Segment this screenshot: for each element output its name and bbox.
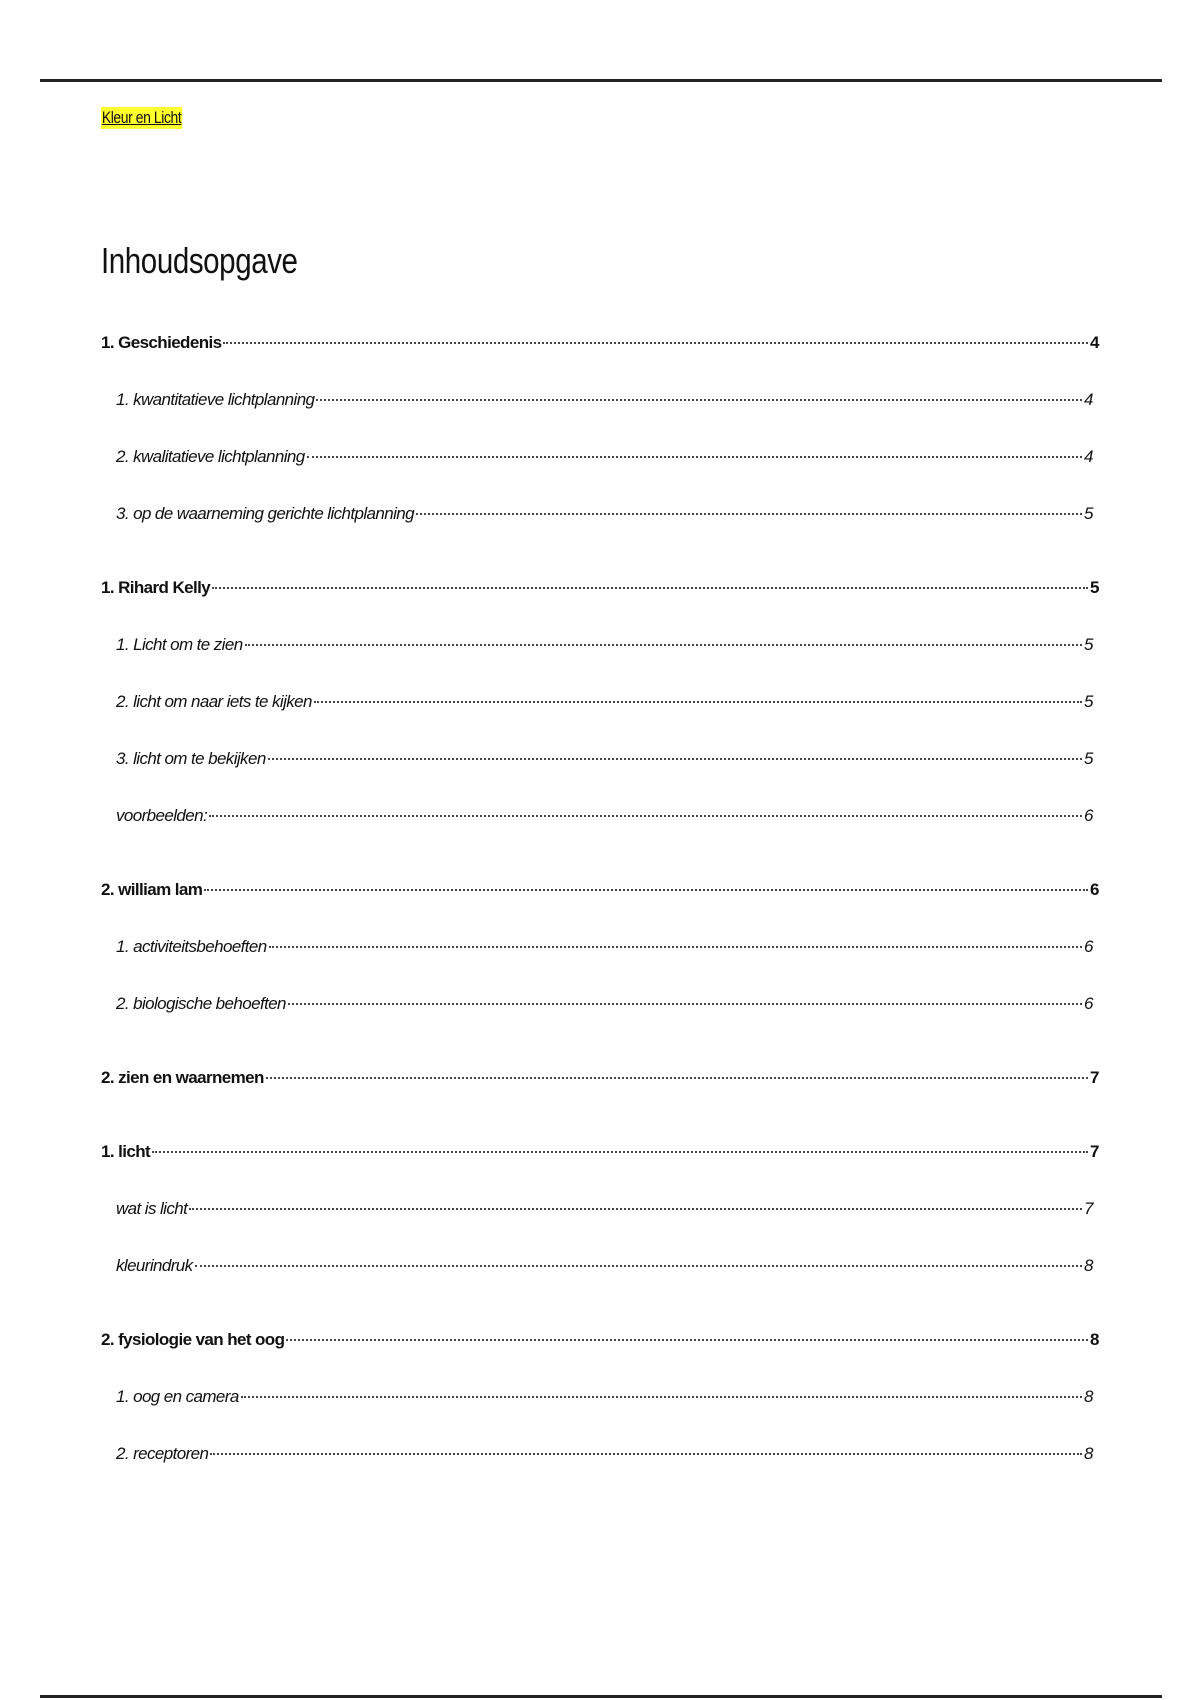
toc-page-number: 6 (1084, 937, 1093, 956)
toc-dot-leader (307, 456, 1082, 458)
toc-entry-label: 1. activiteitsbehoeften (116, 937, 267, 956)
toc-entry[interactable] (101, 880, 1099, 910)
toc-dot-leader (209, 815, 1082, 817)
toc-page-number: 6 (1084, 806, 1093, 825)
toc-entry-label: voorbeelden: (116, 806, 208, 825)
toc-page-number: 4 (1084, 390, 1093, 409)
toc-entry-label: 2. fysiologie van het oog (101, 1330, 285, 1349)
toc-entry-label: kleurindruk (116, 1256, 193, 1275)
toc-dot-leader (268, 758, 1082, 760)
toc-entry[interactable] (101, 333, 1099, 363)
toc-entry-label: 2. receptoren (116, 1444, 209, 1463)
toc-entry-label: 1. Rihard Kelly (101, 578, 211, 597)
toc-page-number: 6 (1090, 880, 1099, 899)
toc-dot-leader (266, 1077, 1088, 1079)
toc-title: Inhoudsopgave (101, 240, 298, 281)
toc-dot-leader (288, 1003, 1082, 1005)
toc-page-number: 7 (1090, 1068, 1099, 1087)
toc-entry-label: 2. kwalitatieve lichtplanning (116, 447, 305, 466)
toc-page-number: 8 (1084, 1387, 1093, 1406)
toc-dot-leader (241, 1396, 1082, 1398)
toc-entry-label: wat is licht (116, 1199, 188, 1218)
toc-entry[interactable] (101, 1330, 1099, 1360)
toc-entry-label: 2. william lam (101, 880, 203, 899)
toc-dot-leader (286, 1339, 1088, 1341)
toc-entry[interactable] (116, 692, 1093, 722)
toc-entry-label: 2. biologische behoeften (116, 994, 286, 1013)
toc-dot-leader (269, 946, 1082, 948)
toc-entry-label: 1. licht (101, 1142, 151, 1161)
toc-entry[interactable] (116, 447, 1093, 477)
toc-entry[interactable] (116, 635, 1093, 665)
toc-page-number: 5 (1084, 692, 1093, 711)
toc-entry[interactable] (116, 504, 1093, 534)
toc-page-number: 8 (1084, 1444, 1093, 1463)
toc-entry[interactable] (116, 1256, 1093, 1286)
toc-page-number: 8 (1084, 1256, 1093, 1275)
toc-entry[interactable] (116, 1387, 1093, 1417)
toc-page-number: 5 (1090, 578, 1099, 597)
toc-page-number: 5 (1084, 635, 1093, 654)
toc-entry[interactable] (116, 390, 1093, 420)
toc-dot-leader (189, 1208, 1082, 1210)
toc-page-number: 5 (1084, 749, 1093, 768)
footer-rule (40, 1695, 1162, 1698)
toc-dot-leader (212, 587, 1088, 589)
toc-entry-label: 2. zien en waarnemen (101, 1068, 264, 1087)
toc-entry[interactable] (116, 994, 1093, 1024)
toc-page-number: 7 (1084, 1199, 1093, 1218)
toc-entry[interactable] (101, 1142, 1099, 1172)
toc-page-number: 7 (1090, 1142, 1099, 1161)
toc-entry-label: 3. licht om te bekijken (116, 749, 266, 768)
toc-dot-leader (204, 889, 1088, 891)
toc-entry[interactable] (116, 749, 1093, 779)
toc-dot-leader (245, 644, 1082, 646)
toc-entry-label: 2. licht om naar iets te kijken (116, 692, 312, 711)
toc-dot-leader (314, 701, 1082, 703)
toc-entry[interactable] (101, 1068, 1099, 1098)
toc-page-number: 4 (1084, 447, 1093, 466)
toc-dot-leader (210, 1453, 1082, 1455)
toc-entry[interactable] (116, 1444, 1093, 1474)
toc-entry[interactable] (116, 806, 1093, 836)
toc-entry[interactable] (116, 1199, 1093, 1229)
toc-dot-leader (416, 513, 1082, 515)
toc-entry[interactable] (101, 578, 1099, 608)
toc-entry[interactable] (116, 937, 1093, 967)
toc-page-number: 4 (1090, 333, 1099, 352)
toc-entry-label: 1. kwantitatieve lichtplanning (116, 390, 315, 409)
toc-entry-label: 1. oog en camera (116, 1387, 239, 1406)
toc-dot-leader (152, 1151, 1088, 1153)
document-header-link[interactable]: Kleur en Licht (101, 108, 182, 127)
toc-entry-label: 3. op de waarneming gerichte lichtplanning (116, 504, 415, 523)
toc-page-number: 8 (1090, 1330, 1099, 1349)
toc-dot-leader (223, 342, 1088, 344)
toc-page-number: 6 (1084, 994, 1093, 1013)
toc-entry-label: 1. Geschiedenis (101, 333, 222, 352)
toc-entry-label: 1. Licht om te zien (116, 635, 243, 654)
toc-dot-leader (195, 1265, 1082, 1267)
toc-page-number: 5 (1084, 504, 1093, 523)
toc-dot-leader (316, 399, 1082, 401)
header-rule (40, 79, 1162, 82)
